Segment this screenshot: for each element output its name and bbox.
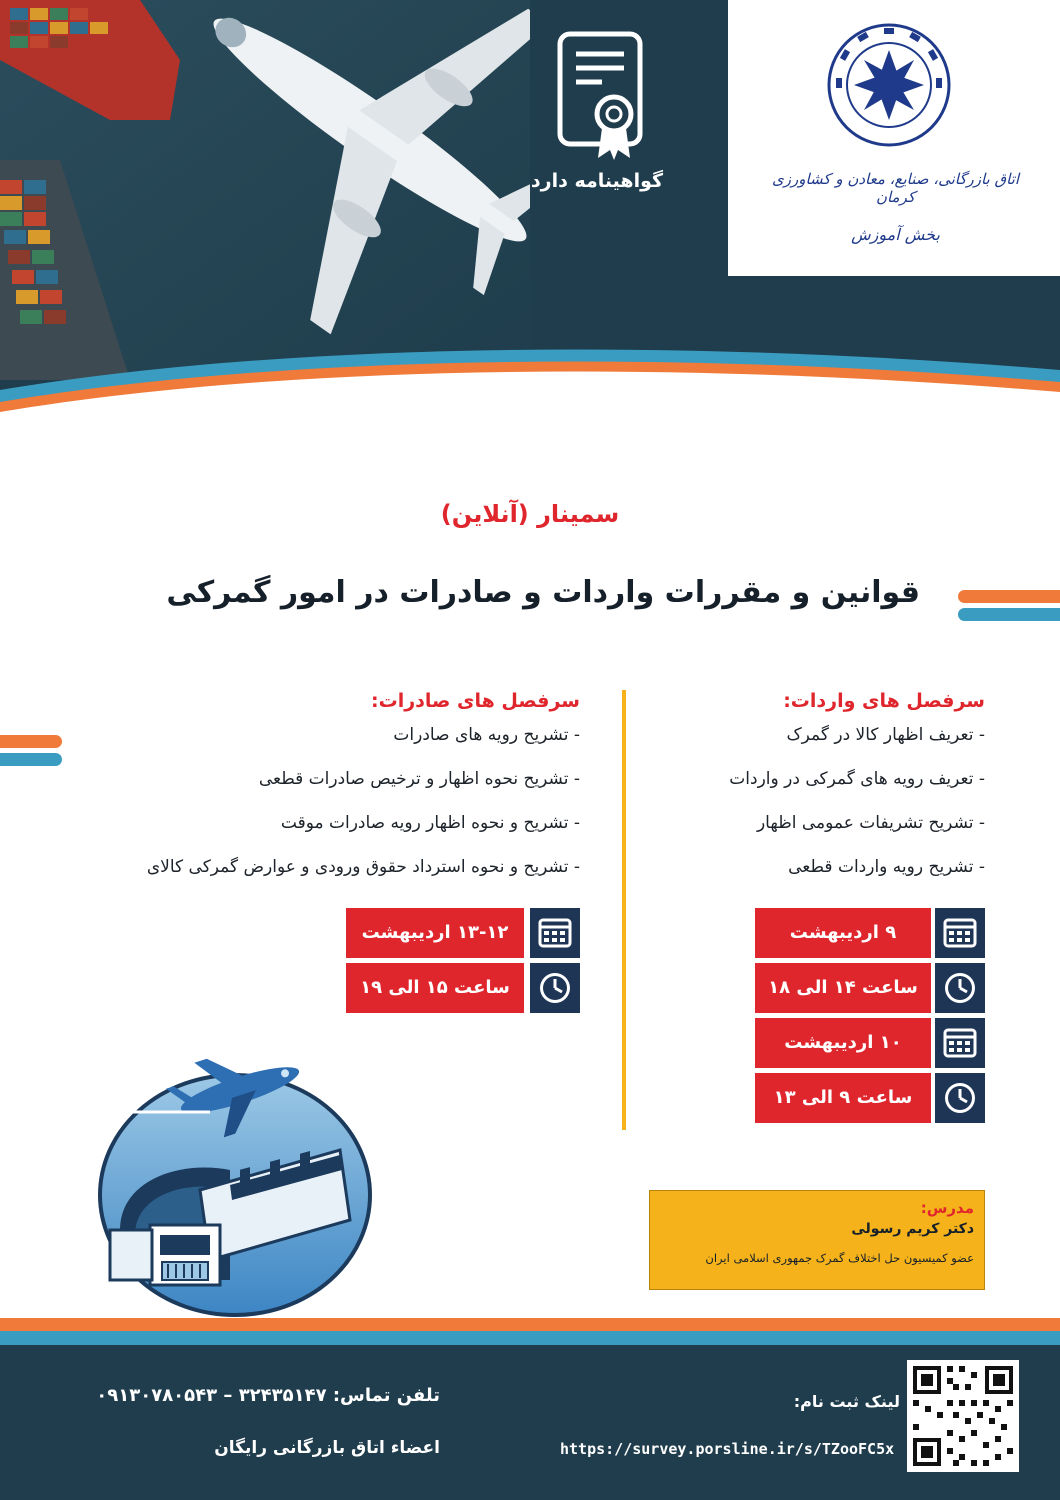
lecturer-role: عضو کمیسیون حل اختلاف گمرک جمهوری اسلامی ایران [705,1251,974,1265]
clock-icon [935,963,985,1013]
footer-stripe-teal [0,1331,1060,1345]
calendar-icon [935,908,985,958]
imports-date-row-2 [755,1018,985,1068]
registration-link[interactable]: https://survey.porsline.ir/s/TZooFC5x [560,1440,895,1458]
chamber-emblem-logo [824,20,954,150]
exports-date: ۱۳-۱۲ اردیبهشت [346,908,524,958]
imports-heading: سرفصل های واردات: [783,690,985,712]
clock-icon [530,963,580,1013]
lecturer-card [649,1190,985,1290]
exports-topic: - تشریح و نحوه استرداد حقوق ورودی و عوارض گمرکی کالای [146,857,580,877]
calendar-icon [935,1018,985,1068]
certificate-label: گواهینامه دارد [530,170,664,192]
exports-time: ساعت ۱۵ الی ۱۹ [346,963,524,1013]
imports-topic: - تشریح رویه واردات قطعی [788,857,985,877]
imports-topic: - تشریح تشریفات عمومی اظهار [756,813,985,833]
footer [0,1345,1060,1500]
registration-label: لینک ثبت نام: [793,1392,900,1411]
chamber-logo-box [728,0,1060,276]
imports-date-2: ۱۰ اردیبهشت [755,1018,931,1068]
imports-date-row-1 [755,908,985,958]
exports-date-row [346,908,580,958]
lecturer-name: دکتر کریم رسولی [851,1221,974,1237]
transport-illustration [90,1030,390,1320]
lecturer-label: مدرس: [920,1199,974,1217]
exports-topic: - تشریح رویه های صادرات [393,725,580,745]
footer-stripe-orange [0,1318,1060,1331]
imports-time-2: ساعت ۹ الی ۱۳ [755,1073,931,1123]
seminar-type: سمینار (آنلاین) [440,500,620,528]
port-airplane-photo [0,0,530,380]
stripe-orange-right [958,590,1060,603]
imports-time-row-1 [755,963,985,1013]
department-name: بخش آموزش [851,225,940,244]
imports-topic: - تعریف رویه های گمرکی در واردات [729,769,985,789]
exports-heading: سرفصل های صادرات: [371,690,580,712]
qr-code[interactable] [907,1360,1019,1472]
clock-icon [935,1073,985,1123]
page-title: قوانین و مقررات واردات و صادرات در امور گمرکی [166,575,920,610]
members-free-note: اعضاء اتاق بازرگانی رایگان [214,1438,440,1458]
exports-topic: - تشریح و نحوه اظهار رویه صادرات موقت [280,813,580,833]
imports-time-row-2 [755,1073,985,1123]
exports-section [40,690,580,896]
imports-section [630,690,985,896]
column-divider [622,690,626,1130]
contact-phone: تلفن تماس: ۳۲۴۳۵۱۴۷ – ۰۹۱۳۰۷۸۰۵۴۳ [96,1385,440,1406]
exports-time-row [346,963,580,1013]
organization-name: اتاق بازرگانی، صنایع، معادن و کشاورزی کرمان [771,170,1020,206]
stripe-teal-right [958,608,1060,621]
imports-date-1: ۹ اردیبهشت [755,908,931,958]
calendar-icon [530,908,580,958]
imports-topic: - تعریف اظهار کالا در گمرک [786,725,985,745]
certificate-icon [552,30,648,170]
imports-time-1: ساعت ۱۴ الی ۱۸ [755,963,931,1013]
exports-topic: - تشریح نحوه اظهار و ترخیص صادرات قطعی [258,769,580,789]
header-wave [0,330,1060,460]
